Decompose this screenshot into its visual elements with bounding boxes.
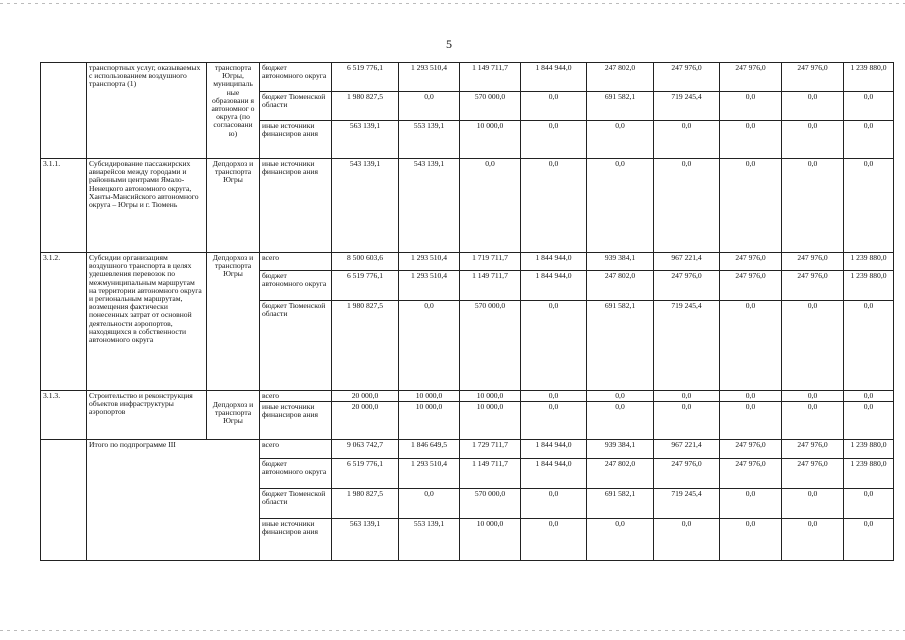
value-cell: 247 802,0 <box>587 271 654 301</box>
value-cell: 1 149 711,7 <box>460 271 521 301</box>
value-cell: 563 139,1 <box>332 121 399 159</box>
executor: транспорта Югры, муниципаль ные образовани я автономног о округа (по согласовани ю) <box>207 63 260 159</box>
value-cell: 247 976,0 <box>654 63 720 92</box>
value-cell: 247 976,0 <box>720 253 782 271</box>
value-cell: 1 293 510,4 <box>399 271 460 301</box>
value-cell: 1 844 944,0 <box>521 459 587 489</box>
value-cell: 0,0 <box>844 519 894 561</box>
funding-source: бюджет автономного округа <box>260 63 332 92</box>
funding-source: иные источники финансиров ания <box>260 121 332 159</box>
funding-source: всего <box>260 440 332 459</box>
value-cell: 247 976,0 <box>720 271 782 301</box>
value-cell: 543 139,1 <box>399 159 460 253</box>
funding-source: бюджет Тюменской области <box>260 92 332 121</box>
value-cell: 1 239 880,0 <box>844 459 894 489</box>
row-number: 3.1.2. <box>41 253 87 391</box>
value-cell: 247 976,0 <box>720 459 782 489</box>
budget-table-body <box>41 63 894 561</box>
value-cell: 0,0 <box>844 391 894 402</box>
value-cell: 563 139,1 <box>332 519 399 561</box>
value-cell: 0,0 <box>521 391 587 402</box>
value-cell: 939 384,1 <box>587 253 654 271</box>
scan-edge-bottom <box>0 630 905 631</box>
funding-source: бюджет автономного округа <box>260 459 332 489</box>
value-cell: 0,0 <box>720 301 782 391</box>
value-cell: 0,0 <box>654 402 720 440</box>
value-cell: 0,0 <box>782 121 844 159</box>
value-cell: 691 582,1 <box>587 92 654 121</box>
funding-source: бюджет Тюменской области <box>260 489 332 519</box>
value-cell: 10 000,0 <box>460 391 521 402</box>
funding-source: всего <box>260 391 332 402</box>
row-number <box>41 63 87 159</box>
value-cell: 0,0 <box>844 159 894 253</box>
executor: Депдорхоз и транспорта Югры <box>207 391 260 440</box>
value-cell: 1 293 510,4 <box>399 63 460 92</box>
table-row <box>41 253 894 271</box>
value-cell: 0,0 <box>399 301 460 391</box>
value-cell: 939 384,1 <box>587 440 654 459</box>
value-cell: 247 976,0 <box>720 63 782 92</box>
value-cell: 6 519 776,1 <box>332 459 399 489</box>
value-cell: 0,0 <box>654 391 720 402</box>
funding-source: бюджет автономного округа <box>260 271 332 301</box>
value-cell: 0,0 <box>720 489 782 519</box>
value-cell: 0,0 <box>587 391 654 402</box>
table-row <box>41 159 894 253</box>
value-cell: 1 239 880,0 <box>844 440 894 459</box>
program-name: Субсидирование пассажирских авиарейсов между городами и районными центрами Ямало-Ненецкого автономного округа, Ханты-Мансийского автономного округа – Югры и г. Тюмень <box>87 159 207 253</box>
value-cell: 553 139,1 <box>399 519 460 561</box>
value-cell: 1 729 711,7 <box>460 440 521 459</box>
value-cell: 0,0 <box>521 92 587 121</box>
value-cell: 1 239 880,0 <box>844 271 894 301</box>
row-number: 3.1.3. <box>41 391 87 440</box>
value-cell: 0,0 <box>521 159 587 253</box>
value-cell: 8 500 603,6 <box>332 253 399 271</box>
value-cell: 543 139,1 <box>332 159 399 253</box>
value-cell: 0,0 <box>844 489 894 519</box>
budget-table <box>40 62 894 561</box>
value-cell: 0,0 <box>782 402 844 440</box>
value-cell: 247 976,0 <box>782 459 844 489</box>
value-cell: 1 844 944,0 <box>521 271 587 301</box>
value-cell: 0,0 <box>720 121 782 159</box>
value-cell: 967 221,4 <box>654 253 720 271</box>
value-cell: 1 719 711,7 <box>460 253 521 271</box>
value-cell: 1 239 880,0 <box>844 253 894 271</box>
value-cell: 1 293 510,4 <box>399 253 460 271</box>
program-name: Строительство и реконструкция объектов инфраструктуры аэропортов <box>87 391 207 440</box>
value-cell: 0,0 <box>844 402 894 440</box>
table-row <box>41 440 894 459</box>
value-cell: 1 844 944,0 <box>521 63 587 92</box>
value-cell: 1 980 827,5 <box>332 489 399 519</box>
value-cell: 1 846 649,5 <box>399 440 460 459</box>
value-cell: 0,0 <box>844 92 894 121</box>
value-cell: 247 976,0 <box>720 440 782 459</box>
value-cell: 247 976,0 <box>782 271 844 301</box>
value-cell: 247 976,0 <box>654 459 720 489</box>
value-cell: 0,0 <box>720 519 782 561</box>
value-cell: 0,0 <box>399 489 460 519</box>
value-cell: 0,0 <box>460 159 521 253</box>
value-cell: 719 245,4 <box>654 301 720 391</box>
funding-source: бюджет Тюменской области <box>260 301 332 391</box>
value-cell: 247 976,0 <box>782 63 844 92</box>
program-name: транспортных услуг, оказываемых с использованием воздушного транспорта (1) <box>87 63 207 159</box>
value-cell: 0,0 <box>521 489 587 519</box>
value-cell: 0,0 <box>782 519 844 561</box>
value-cell: 247 976,0 <box>782 440 844 459</box>
value-cell: 6 519 776,1 <box>332 271 399 301</box>
value-cell: 553 139,1 <box>399 121 460 159</box>
value-cell: 570 000,0 <box>460 92 521 121</box>
table-row <box>41 63 894 92</box>
value-cell: 0,0 <box>720 391 782 402</box>
value-cell: 10 000,0 <box>460 121 521 159</box>
value-cell: 691 582,1 <box>587 489 654 519</box>
value-cell: 10 000,0 <box>460 519 521 561</box>
value-cell: 719 245,4 <box>654 489 720 519</box>
value-cell: 719 245,4 <box>654 92 720 121</box>
value-cell: 0,0 <box>587 121 654 159</box>
value-cell: 1 239 880,0 <box>844 63 894 92</box>
value-cell: 247 976,0 <box>654 271 720 301</box>
value-cell: 20 000,0 <box>332 402 399 440</box>
value-cell: 0,0 <box>587 159 654 253</box>
value-cell: 247 802,0 <box>587 63 654 92</box>
scan-edge-top <box>0 3 905 4</box>
page-number: 5 <box>446 37 452 51</box>
value-cell: 9 063 742,7 <box>332 440 399 459</box>
value-cell: 0,0 <box>844 301 894 391</box>
program-name: Субсидии организациям воздушного транспорта в целях удешевления перевозок по межмуниципальным маршрутам на территории автономного округа и региональным маршрутам, возмещения фактически понесенных затрат от основной деятельности аэропортов, находящихся в собственности автономного округа <box>87 253 207 391</box>
value-cell: 0,0 <box>654 519 720 561</box>
value-cell: 1 844 944,0 <box>521 253 587 271</box>
value-cell: 0,0 <box>654 121 720 159</box>
value-cell: 1 149 711,7 <box>460 459 521 489</box>
value-cell: 247 976,0 <box>782 253 844 271</box>
value-cell: 1 980 827,5 <box>332 92 399 121</box>
funding-source: иные источники финансиров ания <box>260 402 332 440</box>
row-number <box>41 440 87 561</box>
value-cell: 20 000,0 <box>332 391 399 402</box>
funding-source: всего <box>260 253 332 271</box>
table-row <box>41 391 894 402</box>
value-cell: 691 582,1 <box>587 301 654 391</box>
value-cell: 1 844 944,0 <box>521 440 587 459</box>
value-cell: 10 000,0 <box>399 402 460 440</box>
value-cell: 0,0 <box>399 92 460 121</box>
value-cell: 0,0 <box>720 92 782 121</box>
value-cell: 0,0 <box>782 489 844 519</box>
value-cell: 10 000,0 <box>460 402 521 440</box>
value-cell: 967 221,4 <box>654 440 720 459</box>
executor: Депдорхоз и транспорта Югры <box>207 253 260 391</box>
value-cell: 0,0 <box>720 159 782 253</box>
value-cell: 570 000,0 <box>460 301 521 391</box>
value-cell: 1 293 510,4 <box>399 459 460 489</box>
value-cell: 1 149 711,7 <box>460 63 521 92</box>
value-cell: 10 000,0 <box>399 391 460 402</box>
value-cell: 0,0 <box>521 301 587 391</box>
funding-source: иные источники финансиров ания <box>260 159 332 253</box>
value-cell: 0,0 <box>521 402 587 440</box>
value-cell: 0,0 <box>782 92 844 121</box>
row-number: 3.1.1. <box>41 159 87 253</box>
value-cell: 0,0 <box>654 159 720 253</box>
value-cell: 570 000,0 <box>460 489 521 519</box>
value-cell: 0,0 <box>844 121 894 159</box>
value-cell: 0,0 <box>521 519 587 561</box>
value-cell: 247 802,0 <box>587 459 654 489</box>
value-cell: 0,0 <box>587 519 654 561</box>
funding-source: иные источники финансиров ания <box>260 519 332 561</box>
executor: Депдорхоз и транспорта Югры <box>207 159 260 253</box>
value-cell: 6 519 776,1 <box>332 63 399 92</box>
value-cell: 0,0 <box>782 391 844 402</box>
value-cell: 1 980 827,5 <box>332 301 399 391</box>
value-cell: 0,0 <box>521 121 587 159</box>
value-cell: 0,0 <box>782 159 844 253</box>
value-cell: 0,0 <box>587 402 654 440</box>
value-cell: 0,0 <box>782 301 844 391</box>
total-label: Итого по подпрограмме III <box>87 440 260 561</box>
value-cell: 0,0 <box>720 402 782 440</box>
